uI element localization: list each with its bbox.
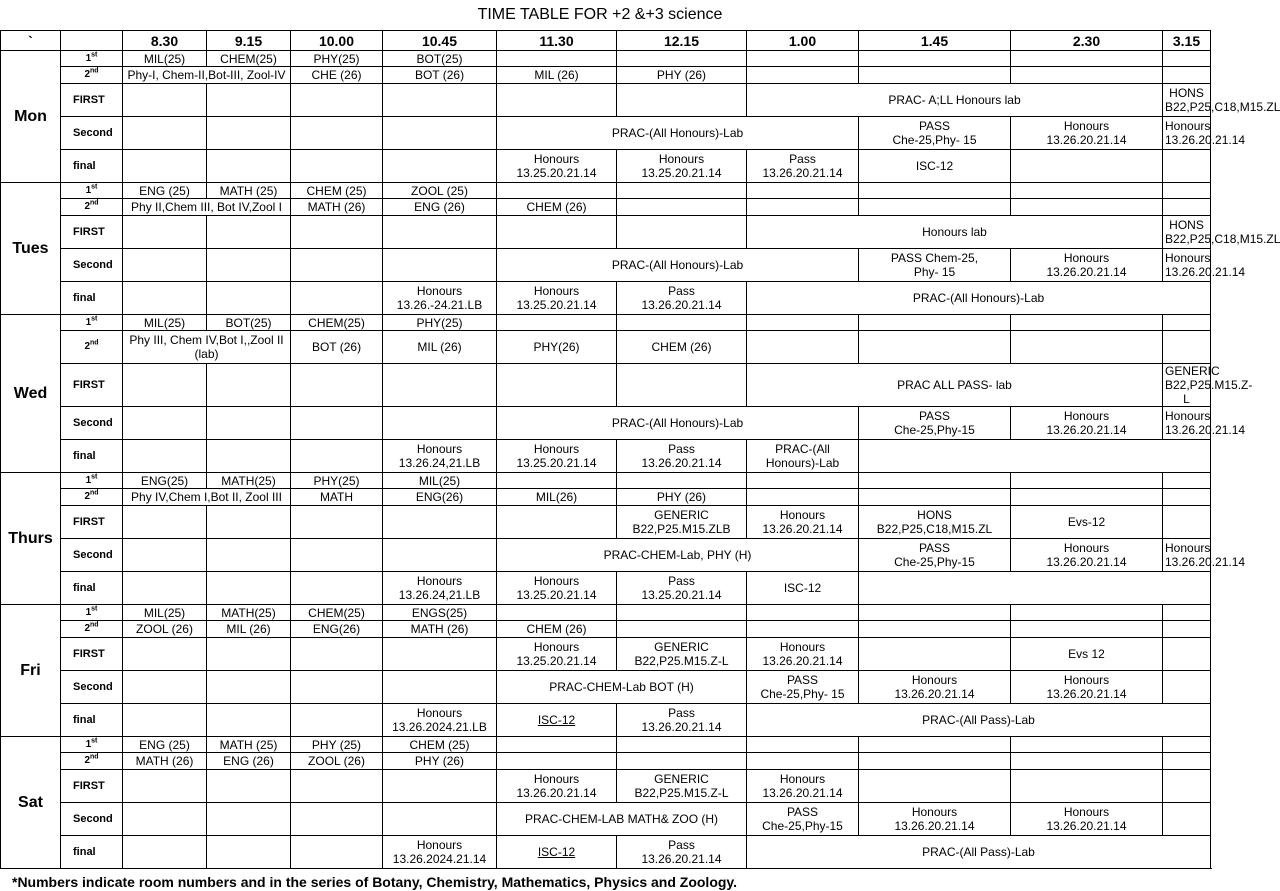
class-cell: PHY (26) bbox=[383, 753, 497, 770]
class-cell: MATH bbox=[291, 489, 383, 506]
class-cell: PHY(25) bbox=[291, 473, 383, 489]
class-cell: BOT(25) bbox=[207, 315, 291, 331]
day-label: Mon bbox=[1, 51, 61, 183]
table-row bbox=[1, 704, 1211, 737]
class-cell: Pass 13.25.20.21.14 bbox=[617, 572, 747, 605]
class-cell: GENERIC B22,P25.M15.Z-L bbox=[617, 770, 747, 803]
class-cell: ZOOL (26) bbox=[123, 621, 207, 638]
time-header: 1.00 bbox=[747, 31, 859, 51]
class-cell: Pass 13.26.20.21.14 bbox=[617, 704, 747, 737]
class-cell: MATH(25) bbox=[207, 605, 291, 621]
class-cell: MIL (26) bbox=[383, 331, 497, 364]
slot-label: 1st bbox=[61, 51, 123, 67]
class-cell: PASS Che-25,Phy-15 bbox=[859, 539, 1011, 572]
table-row bbox=[1, 836, 1211, 869]
class-cell: PASS Che-25,Phy- 15 bbox=[747, 671, 859, 704]
time-header: 10.00 bbox=[291, 31, 383, 51]
class-cell: PASS Che-25,Phy-15 bbox=[859, 407, 1011, 440]
class-cell: MATH(25) bbox=[207, 473, 291, 489]
time-header: 9.15 bbox=[207, 31, 291, 51]
table-row bbox=[1, 331, 1211, 364]
class-cell: MIL(25) bbox=[123, 605, 207, 621]
class-cell: Honours 13.26.24,21.LB bbox=[383, 572, 497, 605]
group-label: Second bbox=[61, 803, 123, 836]
class-cell: Honours 13.25.20.21.14 bbox=[497, 638, 617, 671]
table-row bbox=[1, 803, 1211, 836]
slot-label: 2nd bbox=[61, 331, 123, 364]
class-cell: Honours 13.26.20.21.14 bbox=[1011, 803, 1163, 836]
class-cell: MATH (25) bbox=[207, 737, 291, 753]
class-cell: Honours 13.26.-24.21.LB bbox=[383, 282, 497, 315]
slot-label: 2nd bbox=[61, 67, 123, 84]
group-label: Second bbox=[61, 671, 123, 704]
class-cell: PRAC-(All Honours)-Lab bbox=[747, 440, 859, 473]
class-cell: ENG(26) bbox=[291, 621, 383, 638]
group-label: final bbox=[61, 150, 123, 183]
class-cell: HONS B22,P25,C18,M15.ZL bbox=[859, 506, 1011, 539]
class-cell: CHEM(25) bbox=[291, 605, 383, 621]
class-cell: Honours 13.26.20.21.14 bbox=[747, 506, 859, 539]
timetable bbox=[0, 30, 1280, 869]
class-cell: PASS Che-25,Phy-15 bbox=[747, 803, 859, 836]
class-cell: Pass 13.26.20.21.14 bbox=[617, 282, 747, 315]
time-header: 8.30 bbox=[123, 31, 207, 51]
table-row bbox=[1, 407, 1211, 440]
class-cell: ENG(25) bbox=[123, 473, 207, 489]
class-cell: MIL(25) bbox=[123, 315, 207, 331]
class-cell: Honours 13.26.20.21.14 bbox=[859, 671, 1011, 704]
class-cell: MIL(26) bbox=[497, 489, 617, 506]
class-cell: PHY(25) bbox=[291, 51, 383, 67]
class-cell: ZOOL (25) bbox=[383, 183, 497, 199]
lab-cell: PRAC-(All Honours)-Lab bbox=[747, 282, 1211, 315]
time-header: 3.15 bbox=[1163, 31, 1211, 51]
class-cell: GENERIC B22,P25.M15.ZLB bbox=[617, 506, 747, 539]
group-label: final bbox=[61, 440, 123, 473]
class-cell: Phy IV,Chem I,Bot II, Zool III bbox=[123, 489, 291, 506]
class-cell: ISC-12 bbox=[497, 704, 617, 737]
class-cell: Pass 13.26.20.21.14 bbox=[747, 150, 859, 183]
day-label: Fri bbox=[1, 605, 61, 737]
class-cell: CHE (26) bbox=[291, 67, 383, 84]
class-cell: Evs-12 bbox=[1011, 506, 1163, 539]
class-cell: Honours 13.26.24,21.LB bbox=[383, 440, 497, 473]
class-cell: Phy III, Chem IV,Bot I,,Zool II (lab) bbox=[123, 331, 291, 364]
table-row bbox=[1, 67, 1211, 84]
lab-cell: Honours lab bbox=[747, 216, 1163, 249]
group-label: FIRST bbox=[61, 638, 123, 671]
class-cell: Honours 13.26.20.21.14 bbox=[1011, 539, 1163, 572]
lab-cell: PRAC ALL PASS- lab bbox=[747, 364, 1163, 407]
lab-cell: PRAC-(All Pass)-Lab bbox=[747, 704, 1211, 737]
class-cell: Honours 13.26.20.21.14 bbox=[1011, 249, 1163, 282]
class-cell: CHEM (26) bbox=[617, 331, 747, 364]
slot-label: 1st bbox=[61, 473, 123, 489]
class-cell: Honours 13.26.20.21.14 bbox=[1011, 117, 1163, 150]
class-cell: Honours 13.25.20.21.14 bbox=[497, 440, 617, 473]
table-row bbox=[1, 51, 1211, 67]
slot-label: 2nd bbox=[61, 753, 123, 770]
header-row bbox=[1, 31, 1211, 51]
group-label: FIRST bbox=[61, 216, 123, 249]
class-cell: ENG (25) bbox=[123, 737, 207, 753]
time-header: 12.15 bbox=[617, 31, 747, 51]
group-label: final bbox=[61, 704, 123, 737]
table-row bbox=[1, 638, 1211, 671]
table-row bbox=[1, 199, 1211, 216]
time-header: 1.45 bbox=[859, 31, 1011, 51]
group-label: Second bbox=[61, 407, 123, 440]
slot-label: 1st bbox=[61, 737, 123, 753]
class-cell: Honours 13.26.20.21.14 bbox=[1011, 407, 1163, 440]
footnote: *Numbers indicate room numbers and in the series of Botany, Chemistry, Mathematics, Physics and Zoology. bbox=[12, 874, 738, 890]
class-cell: PHY(25) bbox=[383, 315, 497, 331]
group-label: final bbox=[61, 836, 123, 869]
table-row bbox=[1, 506, 1211, 539]
class-cell: Honours 13.26.20.21.14 bbox=[747, 638, 859, 671]
group-label: FIRST bbox=[61, 506, 123, 539]
table-row bbox=[1, 737, 1211, 753]
class-cell: Honours 13.25.20.21.14 bbox=[497, 282, 617, 315]
class-cell: Honours 13.25.20.21.14 bbox=[497, 150, 617, 183]
class-cell: Honours 13.26.20.21.14 bbox=[859, 803, 1011, 836]
table-row bbox=[1, 364, 1211, 407]
day-label: Thurs bbox=[1, 473, 61, 605]
class-cell: ZOOL (26) bbox=[291, 753, 383, 770]
class-cell: ENG (26) bbox=[383, 199, 497, 216]
class-cell: GENERIC B22,P25.M15.Z-L bbox=[1163, 364, 1211, 407]
table-row bbox=[1, 572, 1211, 605]
class-cell: GENERIC B22,P25.M15.Z-L bbox=[617, 638, 747, 671]
lab-cell: PRAC-(All Honours)-Lab bbox=[497, 407, 859, 440]
class-cell: CHEM (25) bbox=[383, 737, 497, 753]
class-cell: PASS Che-25,Phy- 15 bbox=[859, 117, 1011, 150]
table-row bbox=[1, 117, 1211, 150]
class-cell: Honours 13.26.2024.21.LB bbox=[383, 704, 497, 737]
class-cell: PHY (26) bbox=[617, 489, 747, 506]
class-cell: MATH (25) bbox=[207, 183, 291, 199]
table-row bbox=[1, 539, 1211, 572]
lab-cell: PRAC-(All Honours)-Lab bbox=[497, 117, 859, 150]
class-cell: PHY(26) bbox=[497, 331, 617, 364]
class-cell: Honours 13.26.20.21.14 bbox=[1163, 249, 1211, 282]
class-cell: CHEM (26) bbox=[497, 199, 617, 216]
class-cell: Honours 13.26.2024.21.14 bbox=[383, 836, 497, 869]
lab-cell: PRAC-(All Pass)-Lab bbox=[747, 836, 1211, 869]
class-cell: Honours 13.25.20.21.14 bbox=[497, 572, 617, 605]
class-cell: PHY (26) bbox=[617, 67, 747, 84]
class-cell: MIL(25) bbox=[383, 473, 497, 489]
class-cell: ISC-12 bbox=[747, 572, 859, 605]
day-label: Tues bbox=[1, 183, 61, 315]
class-cell: ISC-12 bbox=[497, 836, 617, 869]
class-cell: ENG (25) bbox=[123, 183, 207, 199]
lab-cell: PRAC- A;LL Honours lab bbox=[747, 84, 1163, 117]
lab-cell: PRAC-CHEM-Lab BOT (H) bbox=[497, 671, 747, 704]
class-cell: CHEM(25) bbox=[207, 51, 291, 67]
table-row bbox=[1, 84, 1211, 117]
table-row bbox=[1, 489, 1211, 506]
group-label: final bbox=[61, 282, 123, 315]
slot-label: 1st bbox=[61, 605, 123, 621]
slot-label: 2nd bbox=[61, 199, 123, 216]
time-header: 2.30 bbox=[1011, 31, 1163, 51]
class-cell: PHY (25) bbox=[291, 737, 383, 753]
class-cell: Phy II,Chem III, Bot IV,Zool I bbox=[123, 199, 291, 216]
class-cell: Honours 13.25.20.21.14 bbox=[617, 150, 747, 183]
class-cell: ENG (26) bbox=[207, 753, 291, 770]
class-cell: PASS Chem-25, Phy- 15 bbox=[859, 249, 1011, 282]
lab-cell: PRAC-CHEM-LAB MATH& ZOO (H) bbox=[497, 803, 747, 836]
class-cell: CHEM (26) bbox=[497, 621, 617, 638]
class-cell: HONS B22,P25,C18,M15.ZL bbox=[1163, 84, 1211, 117]
class-cell: MIL (26) bbox=[497, 67, 617, 84]
time-header: 11.30 bbox=[497, 31, 617, 51]
class-cell: HONS B22,P25,C18,M15.ZL bbox=[1163, 216, 1211, 249]
table-row bbox=[1, 440, 1211, 473]
corner-cell: ` bbox=[1, 31, 61, 51]
table-row bbox=[1, 315, 1211, 331]
table-row bbox=[1, 753, 1211, 770]
class-cell: MIL(25) bbox=[123, 51, 207, 67]
class-cell: BOT (26) bbox=[383, 67, 497, 84]
table-row bbox=[1, 249, 1211, 282]
group-label: Second bbox=[61, 539, 123, 572]
slot-label: 1st bbox=[61, 315, 123, 331]
class-cell: Pass 13.26.20.21.14 bbox=[617, 440, 747, 473]
class-cell: CHEM (25) bbox=[291, 183, 383, 199]
class-cell: Pass 13.26.20.21.14 bbox=[617, 836, 747, 869]
class-cell: MIL (26) bbox=[207, 621, 291, 638]
group-label: Second bbox=[61, 117, 123, 150]
time-header: 10.45 bbox=[383, 31, 497, 51]
class-cell: BOT(25) bbox=[383, 51, 497, 67]
class-cell: ENG(26) bbox=[383, 489, 497, 506]
table-row bbox=[1, 671, 1211, 704]
slot-label: 2nd bbox=[61, 489, 123, 506]
class-cell: Honours 13.26.20.21.14 bbox=[747, 770, 859, 803]
group-label: final bbox=[61, 572, 123, 605]
table-row bbox=[1, 621, 1211, 638]
group-label: FIRST bbox=[61, 84, 123, 117]
table-row bbox=[1, 183, 1211, 199]
class-cell: CHEM(25) bbox=[291, 315, 383, 331]
day-label: Sat bbox=[1, 737, 61, 869]
class-cell: ISC-12 bbox=[859, 150, 1011, 183]
table-row bbox=[1, 282, 1211, 315]
day-label: Wed bbox=[1, 315, 61, 473]
class-cell: Honours 13.26.20.21.14 bbox=[1011, 671, 1163, 704]
group-label: FIRST bbox=[61, 770, 123, 803]
class-cell: Honours 13.26.20.21.14 bbox=[1163, 539, 1211, 572]
group-label: Second bbox=[61, 249, 123, 282]
table-row bbox=[1, 150, 1211, 183]
slot-header-cell bbox=[61, 31, 123, 51]
page-title: TIME TABLE FOR +2 &+3 science bbox=[477, 6, 723, 23]
slot-label: 1st bbox=[61, 183, 123, 199]
class-cell: Honours 13.26.20.21.14 bbox=[1163, 407, 1211, 440]
table-row bbox=[1, 770, 1211, 803]
group-label: FIRST bbox=[61, 364, 123, 407]
class-cell: MATH (26) bbox=[291, 199, 383, 216]
table-row bbox=[1, 216, 1211, 249]
class-cell: ENGS(25) bbox=[383, 605, 497, 621]
table-row bbox=[1, 605, 1211, 621]
class-cell: BOT (26) bbox=[291, 331, 383, 364]
class-cell: Honours 13.26.20.21.14 bbox=[1163, 117, 1211, 150]
class-cell: Phy-I, Chem-II,Bot-III, Zool-IV bbox=[123, 67, 291, 84]
class-cell: MATH (26) bbox=[383, 621, 497, 638]
class-cell: Evs 12 bbox=[1011, 638, 1163, 671]
class-cell: MATH (26) bbox=[123, 753, 207, 770]
lab-cell: PRAC-(All Honours)-Lab bbox=[497, 249, 859, 282]
lab-cell: PRAC-CHEM-Lab, PHY (H) bbox=[497, 539, 859, 572]
table-row bbox=[1, 473, 1211, 489]
slot-label: 2nd bbox=[61, 621, 123, 638]
class-cell: Honours 13.26.20.21.14 bbox=[497, 770, 617, 803]
